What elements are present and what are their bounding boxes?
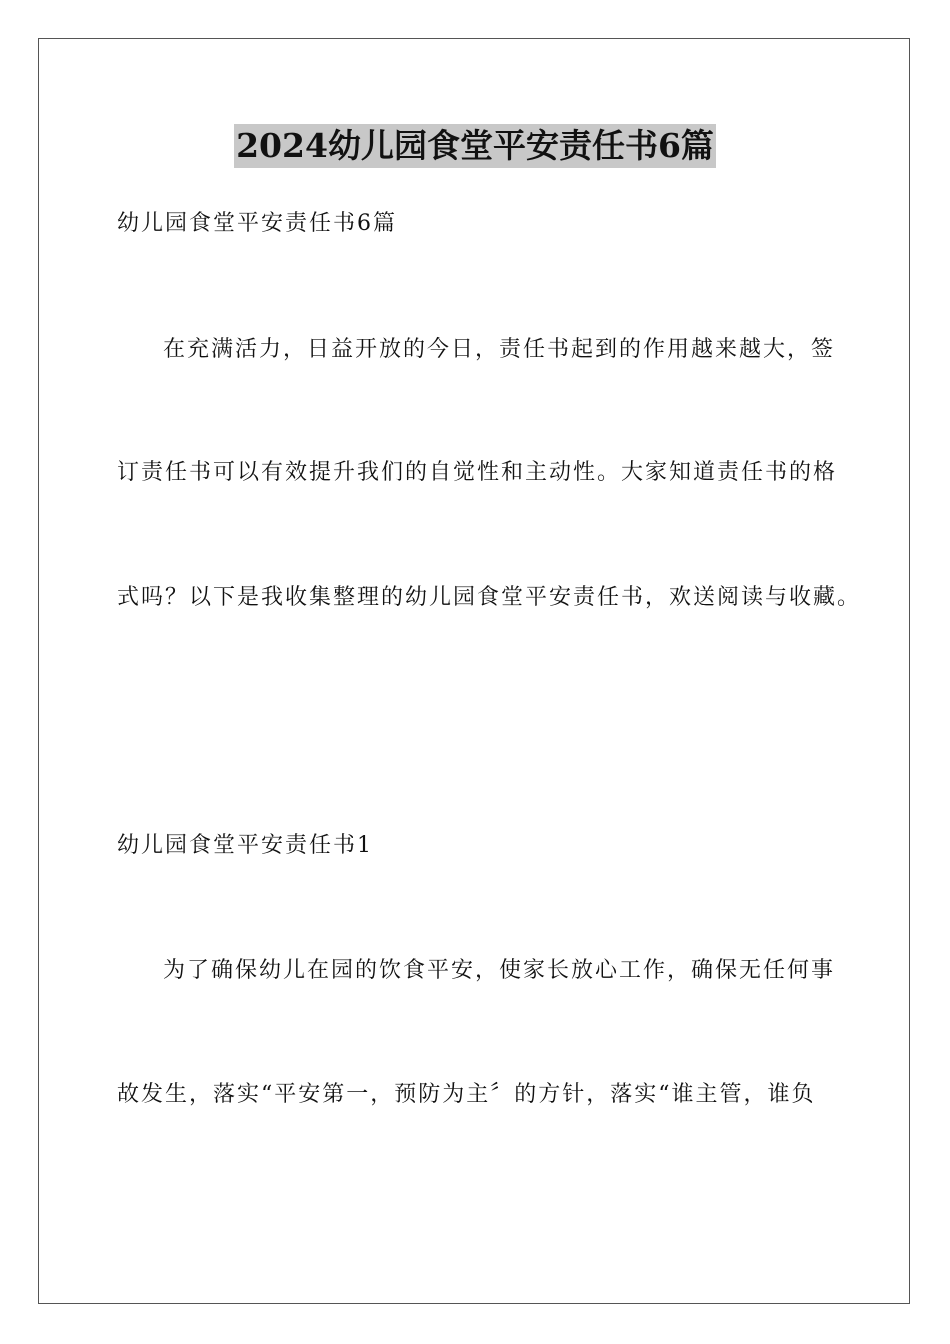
- document-title: 2024幼儿园食堂平安责任书6篇: [234, 124, 716, 168]
- paragraph-line: 故发生，落实“平安第一，预防为主〞的方针，落实“谁主管，谁负: [117, 1082, 816, 1107]
- title-container: [0, 124, 950, 168]
- section-heading: 幼儿园食堂平安责任书1: [117, 833, 373, 858]
- paragraph-line: 订责任书可以有效提升我们的自觉性和主动性。大家知道责任书的格: [117, 460, 838, 485]
- paragraph-line: 在充满活力，日益开放的今日，责任书起到的作用越来越大，签: [163, 337, 836, 362]
- paragraph-line: 式吗？以下是我收集整理的幼儿园食堂平安责任书，欢送阅读与收藏。: [117, 585, 862, 610]
- paragraph-line: 为了确保幼儿在园的饮食平安，使家长放心工作，确保无任何事: [163, 958, 836, 983]
- document-subtitle: 幼儿园食堂平安责任书6篇: [117, 211, 397, 236]
